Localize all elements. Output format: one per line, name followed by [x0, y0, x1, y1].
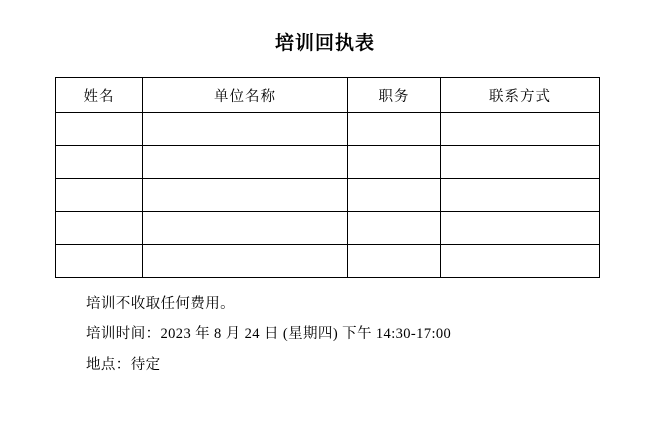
cell-name[interactable] [56, 212, 143, 245]
cell-job[interactable] [348, 113, 441, 146]
table-row [56, 245, 600, 278]
column-header-contact: 联系方式 [441, 78, 600, 113]
cell-contact[interactable] [441, 113, 600, 146]
column-header-name: 姓名 [56, 78, 143, 113]
cell-unit[interactable] [143, 212, 348, 245]
note-fee: 培训不收取任何费用。 [86, 296, 235, 312]
receipt-table-container [0, 77, 650, 278]
cell-unit[interactable] [143, 113, 348, 146]
table-body [56, 113, 600, 278]
cell-contact[interactable] [441, 212, 600, 245]
document-page [0, 28, 650, 441]
table-row [56, 179, 600, 212]
cell-job[interactable] [348, 245, 441, 278]
table-header-row [56, 78, 600, 113]
receipt-table [55, 77, 600, 278]
note-time: 培训时间：2023 年 8 月 24 日 (星期四) 下午 14:30-17:00 [86, 326, 452, 343]
table-row [56, 146, 600, 179]
cell-unit[interactable] [143, 146, 348, 179]
cell-contact[interactable] [441, 179, 600, 212]
cell-name[interactable] [56, 245, 143, 278]
cell-name[interactable] [56, 113, 143, 146]
note-location: 地点：待定 [86, 356, 161, 373]
page-title: 培训回执表 [274, 33, 375, 54]
cell-contact[interactable] [441, 146, 600, 179]
table-row [56, 113, 600, 146]
cell-unit[interactable] [143, 179, 348, 212]
cell-job[interactable] [348, 179, 441, 212]
table-header [56, 78, 600, 113]
table-row [56, 212, 600, 245]
cell-unit[interactable] [143, 245, 348, 278]
notes-section [0, 296, 650, 374]
cell-name[interactable] [56, 179, 143, 212]
cell-job[interactable] [348, 146, 441, 179]
cell-contact[interactable] [441, 245, 600, 278]
column-header-unit: 单位名称 [143, 78, 348, 113]
cell-name[interactable] [56, 146, 143, 179]
column-header-job: 职务 [348, 78, 441, 113]
cell-job[interactable] [348, 212, 441, 245]
